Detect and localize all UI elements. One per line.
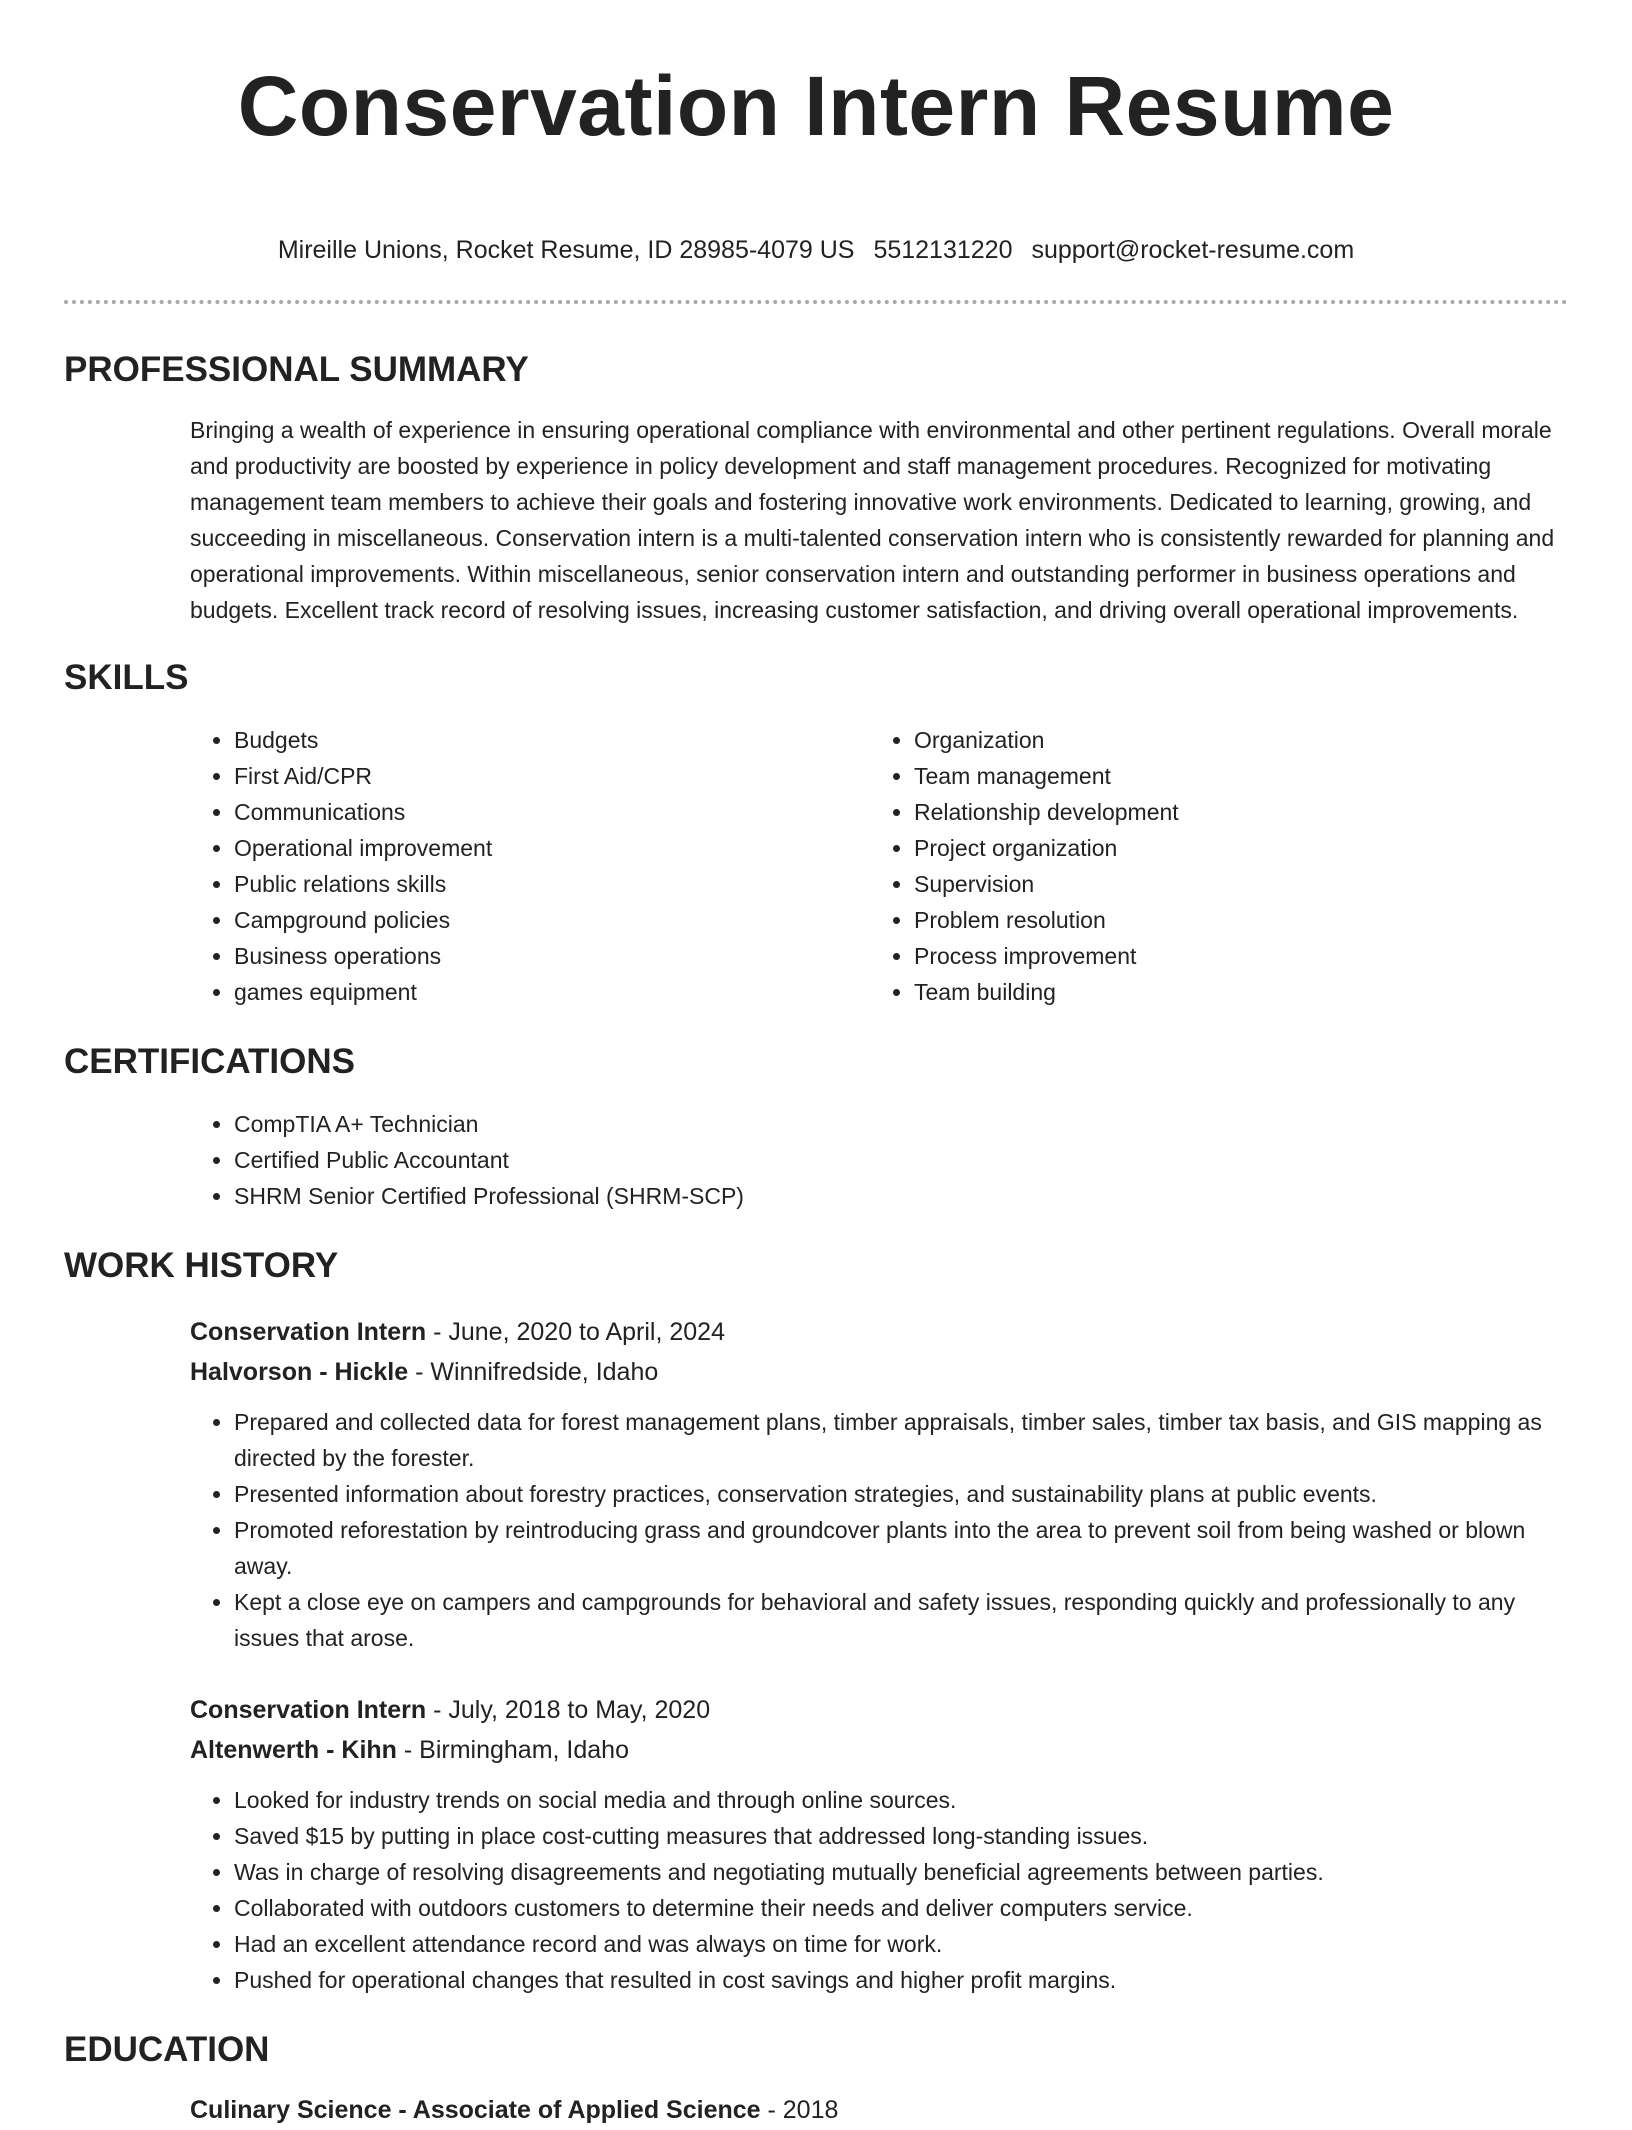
job-bullet: • Promoted reforestation by reintroducing grass and groundcover plants into the area to prevent soil from being washed or blown away.	[234, 1512, 1570, 1584]
job-location: - Birmingham, Idaho	[396, 1736, 629, 1764]
certification-item: • CompTIA A+ Technician	[234, 1106, 1568, 1142]
job-bullets	[190, 1782, 1570, 1998]
job-title-line	[190, 1690, 1568, 1730]
job-company: Halvorson - Hickle	[190, 1358, 409, 1386]
skill-item: • games equipment	[234, 974, 870, 1010]
job-location: - Winnifredside, Idaho	[408, 1358, 659, 1386]
skills-list	[190, 722, 1568, 1010]
job-bullet: • Collaborated with outdoors customers to determine their needs and deliver computers service.	[234, 1890, 1570, 1926]
contact-email[interactable]: support@rocket-resume.com	[1031, 236, 1355, 264]
job-bullet: • Kept a close eye on campers and campgrounds for behavioral and safety issues, responding quickly and professionally to any issues that arose.	[234, 1584, 1570, 1656]
job-title-line	[190, 1312, 1568, 1352]
resume-page	[64, 0, 1568, 2130]
certification-item: • Certified Public Accountant	[234, 1142, 1568, 1178]
certifications-list	[190, 1106, 1568, 1214]
job-dates: - June, 2020 to April, 2024	[426, 1318, 725, 1346]
skills-heading: SKILLS	[64, 658, 189, 697]
work-history-heading: WORK HISTORY	[64, 1246, 339, 1285]
job-bullet: • Presented information about forestry practices, conservation strategies, and sustainability plans at public events.	[234, 1476, 1570, 1512]
header-divider	[64, 300, 1568, 304]
job-company-line	[190, 1730, 1568, 1770]
contact-line	[64, 234, 1568, 266]
skill-item: • Relationship development	[914, 794, 1179, 830]
skill-item: • Process improvement	[914, 938, 1179, 974]
skill-item: • Supervision	[914, 866, 1179, 902]
certification-item: • SHRM Senior Certified Professional (SHRM-SCP)	[234, 1178, 1568, 1214]
skill-item: • First Aid/CPR	[234, 758, 870, 794]
job-dates: - July, 2018 to May, 2020	[426, 1696, 711, 1724]
education-entry	[190, 2090, 1568, 2130]
job-bullets	[190, 1404, 1570, 1656]
skill-item: • Team building	[914, 974, 1179, 1010]
contact-address: Mireille Unions, Rocket Resume, ID 28985-4079 US	[277, 236, 855, 264]
contact-phone[interactable]: 5512131220	[873, 236, 1013, 264]
skill-item: • Public relations skills	[234, 866, 870, 902]
job-bullet: • Was in charge of resolving disagreements and negotiating mutually beneficial agreements between parties.	[234, 1854, 1570, 1890]
job-bullet: • Prepared and collected data for forest management plans, timber appraisals, timber sales, timber tax basis, and GIS mapping as directed by the forester.	[234, 1404, 1570, 1476]
job-bullet: • Pushed for operational changes that resulted in cost savings and higher profit margins.	[234, 1962, 1570, 1998]
skill-item: • Organization	[914, 722, 1179, 758]
certifications-heading: CERTIFICATIONS	[64, 1042, 356, 1081]
job-entry	[190, 1690, 1568, 1998]
skills-column-left	[190, 722, 870, 1010]
job-company: Altenwerth - Kihn	[190, 1736, 397, 1764]
job-entry	[190, 1312, 1568, 1656]
summary-text: Bringing a wealth of experience in ensuring operational compliance with environmental and other pertinent regulations. Overall morale and productivity are boosted by experience in policy development and staff management procedures. Recognized for motivating management team members to achieve their goals and fostering innovative work environments. Dedicated to learning, growing, and succeeding in miscellaneous. Conservation intern is a multi-talented conservation intern who is consistently rewarded for planning and operational improvements. Within miscellaneous, senior conservation intern and outstanding performer in business operations and budgets. Excellent track record of resolving issues, increasing customer satisfaction, and driving overall operational improvements.	[190, 417, 1555, 623]
education-year: - 2018	[760, 2096, 839, 2124]
skill-item: • Business operations	[234, 938, 870, 974]
page-title: Conservation Intern Resume	[237, 59, 1395, 153]
skill-item: • Communications	[234, 794, 870, 830]
job-bullet: • Looked for industry trends on social media and through online sources.	[234, 1782, 1570, 1818]
education-degree: Culinary Science - Associate of Applied Science	[190, 2096, 761, 2124]
skill-item: • Campground policies	[234, 902, 870, 938]
skill-item: • Budgets	[234, 722, 870, 758]
skill-item: • Problem resolution	[914, 902, 1179, 938]
skills-column-right	[870, 722, 1179, 1010]
job-company-line	[190, 1352, 1568, 1392]
summary-heading: PROFESSIONAL SUMMARY	[64, 350, 529, 389]
job-bullet: • Had an excellent attendance record and was always on time for work.	[234, 1926, 1570, 1962]
education-heading: EDUCATION	[64, 2030, 270, 2069]
skill-item: • Operational improvement	[234, 830, 870, 866]
skill-item: • Team management	[914, 758, 1179, 794]
skill-item: • Project organization	[914, 830, 1179, 866]
job-title: Conservation Intern	[190, 1318, 427, 1346]
job-title: Conservation Intern	[190, 1696, 427, 1724]
job-bullet: • Saved $15 by putting in place cost-cutting measures that addressed long-standing issues.	[234, 1818, 1570, 1854]
